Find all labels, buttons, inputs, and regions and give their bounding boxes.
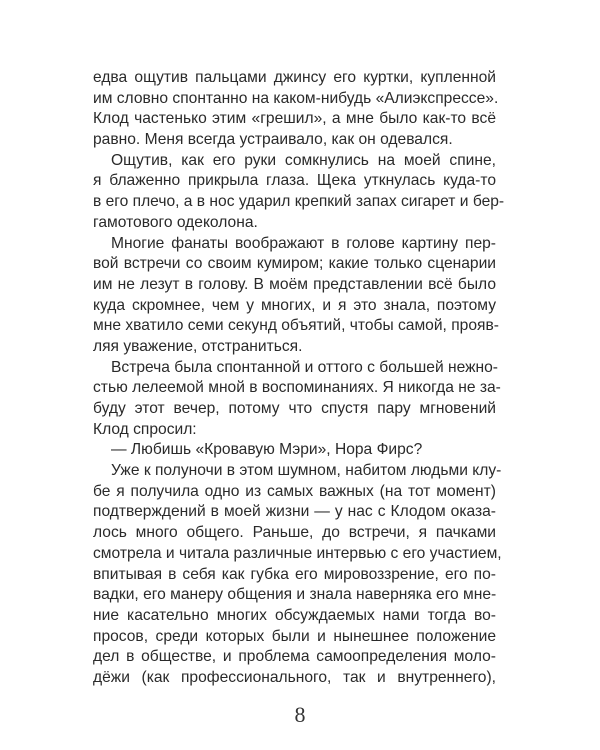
text-line: дёжи (как профессионального, так и внутреннего), [93, 668, 496, 686]
text-line: вой встречи со своим кумиром; какие только сценарии [93, 255, 496, 273]
page-number: 8 [294, 702, 306, 727]
text-line: в его плечо, а в нос ударил крепкий запах сигарет и бер- [93, 193, 505, 211]
text-line: — Любишь «Кровавую Мэри», Нора Фирс? [111, 441, 423, 459]
text-line: куда скромнее, чем у многих, и я это знала, поэтому [93, 296, 496, 314]
text-line: им словно спонтанно на каком-нибудь «Алиэкспрессе». [93, 89, 499, 107]
text-line: буду этот вечер, потому что спустя пару мгновений [93, 400, 496, 417]
text-line: дел в обществе, и проблема самоопределения моло- [93, 648, 496, 666]
text-line: подтверждений в моей жизни — у нас с Клодом оказа- [93, 503, 496, 521]
text-line: Встреча была спонтанной и оттого с большей нежно- [111, 358, 499, 376]
text-line: я блаженно прикрыла глаза. Щека уткнулась куда-то [93, 172, 496, 190]
text-line: Ощутив, как его руки сомкнулись на моей спине, [111, 151, 496, 169]
text-line: лось много общего. Раньше, до встречи, я пачками [93, 524, 496, 542]
text-line: равно. Меня всегда устраивало, как он одевался. [93, 131, 453, 149]
text-line: едва ощутив пальцами джинсу его куртки, купленной [93, 69, 496, 86]
text-line: ляя уважение, отстраниться. [93, 337, 303, 355]
text-line: гамотового одеколона. [93, 213, 258, 231]
text-line: мне хватило семи секунд объятий, чтобы самой, прояв- [93, 317, 499, 335]
text-line: смотрела и читала различные интервью с его участием, [93, 544, 502, 562]
text-line: Многие фанаты воображают в голове картину пер- [111, 234, 496, 252]
page-body-text [93, 68, 505, 689]
text-line: Клод частенько этим «грешил», а мне было как-то всё [93, 110, 496, 128]
text-line: стью лелеемой мной в воспоминаниях. Я никогда не за- [93, 379, 501, 397]
text-line: ние касательно многих обсуждаемых нами тогда во- [93, 606, 496, 624]
text-line: вадки, его манеру общения и знала наверняка его мне- [93, 586, 497, 604]
text-line: Уже к полуночи в этом шумном, набитом людьми клу- [111, 462, 502, 480]
text-line: бе я получила одно из самых важных (на тот момент) [93, 482, 496, 500]
text-line: просов, среди которых были и нынешнее положение [93, 627, 496, 645]
text-line: им не лезут в голову. В моём представлении всё было [93, 275, 496, 293]
text-line: впитывая в себя как губка его мировоззрение, его по- [93, 565, 496, 583]
text-line: Клод спросил: [93, 420, 197, 438]
